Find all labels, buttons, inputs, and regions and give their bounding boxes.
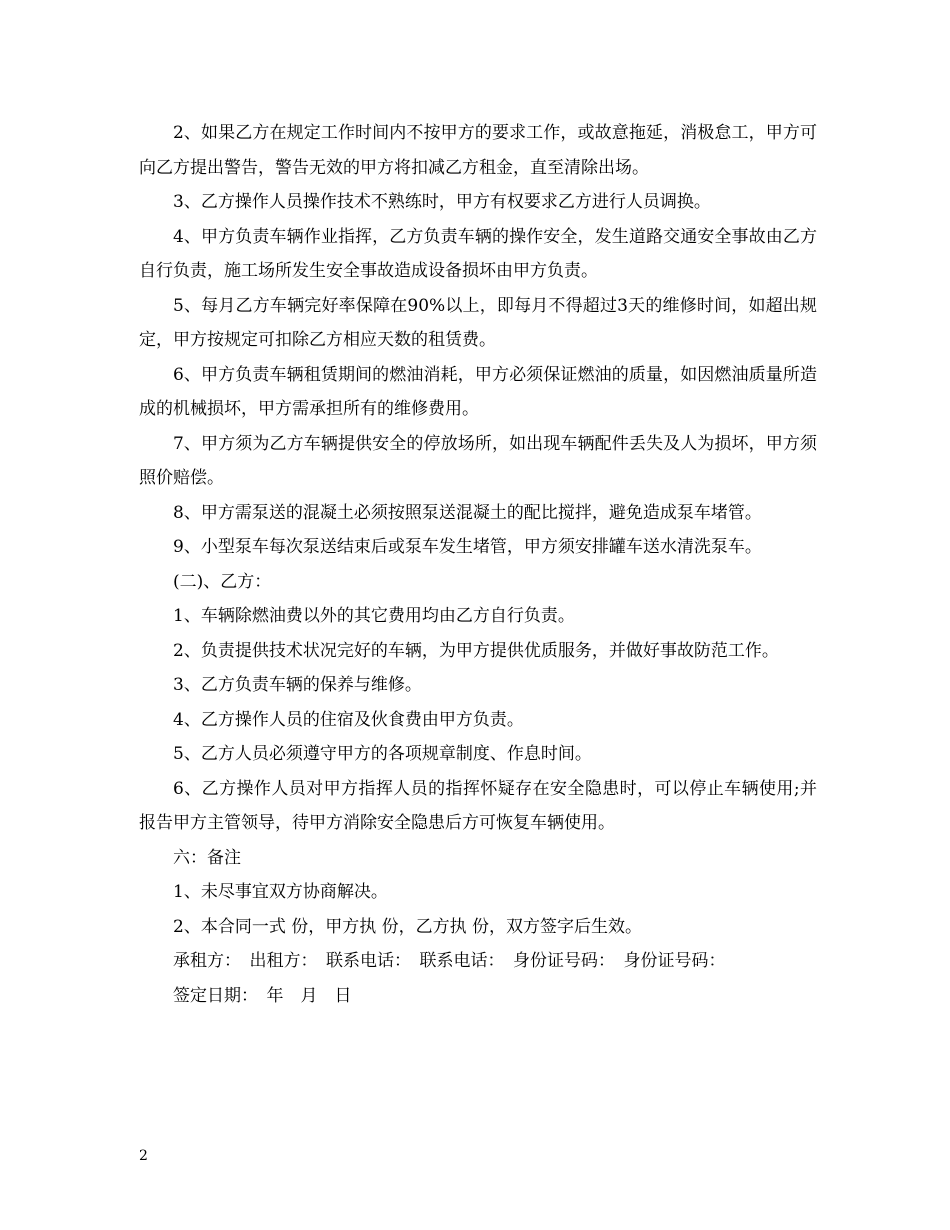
paragraph: 5、乙方人员必须遵守甲方的各项规章制度、作息时间。 xyxy=(173,744,592,764)
paragraph: 8、甲方需泵送的混凝土必须按照泵送混凝土的配比搅拌，避免造成泵车堵管。 xyxy=(173,502,762,523)
paragraph: 5、每月乙方车辆完好率保障在90%以上，即每月不得超过3天的维修时间，如超出规定，甲方按规定可扣除乙方相应天数的租赁费。 xyxy=(139,295,817,350)
page-number: 2 xyxy=(139,1148,148,1164)
paragraph: 6、甲方负责车辆租赁期间的燃油消耗，甲方必须保证燃油的质量，如因燃油质量所造成的机械损坏，甲方需承担所有的维修费用。 xyxy=(139,364,817,419)
paragraph: 2、本合同一式 份，甲方执 份，乙方执 份，双方签字后生效。 xyxy=(173,916,643,937)
paragraph: 4、乙方操作人员的住宿及伙食费由甲方负责。 xyxy=(173,709,524,730)
paragraph: 3、乙方负责车辆的保养与维修。 xyxy=(173,675,422,695)
section-heading: (二)、乙方： xyxy=(173,571,272,592)
signature-fields: 承租方： 出租方： 联系电话： 联系电话： 身份证号码： 身份证号码： xyxy=(173,951,726,971)
paragraph: 6、乙方操作人员对甲方指挥人员的指挥怀疑存在安全隐患时，可以停止车辆使用;并报告甲方主管领导，待甲方消除安全隐患后方可恢复车辆使用。 xyxy=(139,778,817,833)
paragraph: 9、小型泵车每次泵送结束后或泵车发生堵管，甲方须安排罐车送水清洗泵车。 xyxy=(173,537,762,557)
paragraph: 3、乙方操作人员操作技术不熟练时，甲方有权要求乙方进行人员调换。 xyxy=(173,192,711,212)
signing-date: 签定日期： 年 月 日 xyxy=(173,985,352,1006)
document-body xyxy=(139,116,817,1013)
paragraph: 1、车辆除燃油费以外的其它费用均由乙方自行负责。 xyxy=(173,606,575,626)
section-heading: 六：备注 xyxy=(173,847,241,868)
paragraph: 7、甲方须为乙方车辆提供安全的停放场所，如出现车辆配件丢失及人为损坏，甲方须照价赔偿。 xyxy=(139,433,817,488)
paragraph: 2、负责提供技术状况完好的车辆，为甲方提供优质服务，并做好事故防范工作。 xyxy=(173,640,779,661)
paragraph: 4、甲方负责车辆作业指挥，乙方负责车辆的操作安全，发生道路交通安全事故由乙方自行负责，施工场所发生安全事故造成设备损坏由甲方负责。 xyxy=(139,226,817,281)
paragraph: 2、如果乙方在规定工作时间内不按甲方的要求工作，或故意拖延，消极怠工，甲方可向乙方提出警告，警告无效的甲方将扣减乙方租金，直至清除出场。 xyxy=(139,123,817,178)
paragraph: 1、未尽事宜双方协商解决。 xyxy=(173,882,388,902)
